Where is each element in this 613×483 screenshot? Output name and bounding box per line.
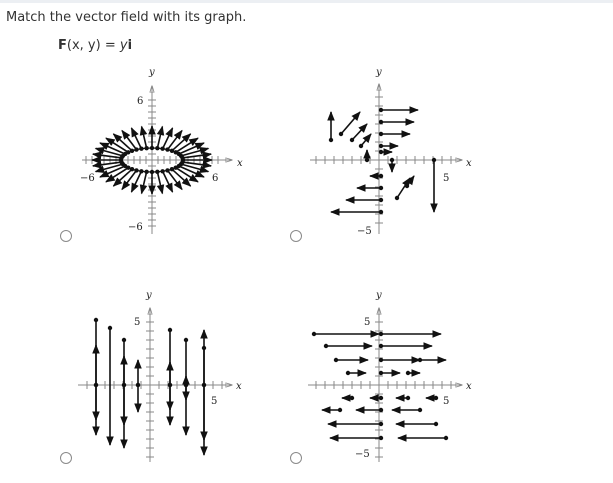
graph-c-vector-dot — [184, 383, 188, 387]
graph-b-vector-dot — [379, 132, 383, 136]
graph-c-axes — [78, 308, 232, 462]
graph-d-vector-dot — [379, 344, 383, 348]
graph-a-tick-left: −6 — [80, 173, 95, 184]
graph-b-y-label: y — [376, 67, 382, 78]
formula-i: i — [127, 38, 133, 53]
graph-b-tick-bottom: −5 — [357, 226, 372, 237]
graph-a-vector-dot — [160, 169, 164, 173]
graph-d-vector-dot — [406, 396, 410, 400]
formula-args: (x, y) — [66, 38, 101, 53]
graph-a-vector-dot — [134, 147, 138, 151]
graph-a-vector-dot — [150, 170, 154, 174]
graph-b-vector-dot — [432, 158, 436, 162]
graph-b-vector-dot — [405, 184, 409, 188]
graph-b-vector — [341, 112, 360, 134]
graph-c-vector-dot — [184, 338, 188, 342]
graph-c — [78, 290, 242, 462]
graph-b-vector-dot — [379, 186, 383, 190]
graph-c-vector-dot — [202, 383, 206, 387]
graph-d-vector-dot — [379, 371, 383, 375]
graph-c-vector-dot — [168, 383, 172, 387]
graph-a-vector-dot — [155, 146, 159, 150]
graph-a-vector-dot — [170, 149, 174, 153]
graph-d-tick-top: 5 — [364, 317, 371, 328]
graph-d-vector-dot — [434, 396, 438, 400]
graph-d-tick-bottom: −5 — [355, 449, 370, 460]
graph-d — [308, 290, 472, 462]
graph-a-vector-dot — [144, 170, 148, 174]
graph-b-vector-dot — [350, 138, 354, 142]
graph-d-vector-dot — [324, 344, 328, 348]
graph-a-vector-dot — [165, 168, 169, 172]
graph-d-vector-dot — [312, 332, 316, 336]
graph-d-vector-dot — [444, 436, 448, 440]
graph-c-tick-top: 5 — [134, 317, 141, 328]
graph-b-x-label: x — [466, 158, 472, 169]
option-d-radio[interactable] — [290, 452, 302, 464]
graph-b-tick-right: 5 — [443, 173, 450, 184]
graph-d-vector-dot — [350, 396, 354, 400]
graph-d-vector-dot — [379, 436, 383, 440]
graph-a-vector-dot — [130, 167, 134, 171]
graph-c-vector-dot — [94, 318, 98, 322]
graph-d-vector-dot — [379, 422, 383, 426]
graph-b-vector-dot — [379, 150, 383, 154]
graph-d-vector-dot — [379, 332, 383, 336]
graph-b — [310, 67, 472, 237]
graph-b-vector-dot — [395, 196, 399, 200]
graph-d-vector-dot — [406, 371, 410, 375]
graph-a-vector-dot — [134, 168, 138, 172]
graph-a-vector-dot — [150, 146, 154, 150]
graph-a-tick-bottom: −6 — [128, 222, 143, 233]
graph-b-vector-dot — [379, 144, 383, 148]
graph-a-vector — [142, 172, 147, 194]
graph-c-vector-dot — [122, 383, 126, 387]
graph-d-axes — [308, 308, 462, 462]
graph-c-vector-dot — [122, 338, 126, 342]
graph-b-vector — [361, 134, 371, 146]
graph-b-vector-dot — [339, 132, 343, 136]
graph-a-vector-dot — [174, 166, 178, 170]
graph-c-x-label: x — [236, 381, 242, 392]
graph-c-vector-dot — [136, 383, 140, 387]
graph-c-tick-right: 5 — [211, 396, 218, 407]
graph-a-vector-dot — [144, 146, 148, 150]
graph-b-vector-dot — [359, 144, 363, 148]
graph-a-vector — [157, 172, 162, 194]
graph-a-vector-dot — [139, 147, 143, 151]
graph-a-vector-dot — [160, 147, 164, 151]
option-b-radio[interactable] — [290, 230, 302, 242]
formula-eq: = — [100, 38, 120, 53]
graph-d-vector-dot — [346, 371, 350, 375]
graph-a-vector-dot — [155, 170, 159, 174]
formula-y: y — [119, 38, 128, 53]
graph-a-tick-top: 6 — [137, 96, 144, 107]
graph-a — [80, 67, 243, 234]
graph-c-vector-dot — [108, 326, 112, 330]
graph-d-vector-dot — [379, 358, 383, 362]
graph-c-y-label: y — [146, 290, 152, 301]
graph-b-vector-dot — [379, 174, 383, 178]
graph-b-vector-dot — [329, 138, 333, 142]
graph-a-vector — [142, 127, 147, 149]
graph-d-vector-dot — [338, 408, 342, 412]
graph-a-x-label: x — [237, 158, 243, 169]
graph-d-vector-dot — [379, 396, 383, 400]
graph-b-vector-dot — [379, 210, 383, 214]
graph-a-y-label: y — [149, 67, 155, 78]
graph-b-vector-dot — [390, 158, 394, 162]
graph-d-y-label: y — [376, 290, 382, 301]
option-a-radio[interactable] — [60, 230, 72, 242]
graph-d-vector-dot — [334, 358, 338, 362]
option-c-radio[interactable] — [60, 452, 72, 464]
graph-b-vector-dot — [379, 120, 383, 124]
graph-a-vector-dot — [126, 150, 130, 154]
graph-b-vector-dot — [379, 108, 383, 112]
graph-b-vector-dot — [379, 198, 383, 202]
graph-d-vector-dot — [418, 408, 422, 412]
graph-d-vector-dot — [434, 422, 438, 426]
graph-a-vector-dot — [139, 169, 143, 173]
graph-a-vector-dot — [170, 167, 174, 171]
graph-b-vector — [352, 124, 367, 140]
graph-c-vector-dot — [168, 328, 172, 332]
graph-a-vector — [157, 127, 162, 149]
graph-b-vector-dot — [365, 158, 369, 162]
graph-a-tick-right: 6 — [212, 173, 219, 184]
graph-a-vector-dot — [180, 156, 184, 160]
graph-c-vector-dot — [94, 383, 98, 387]
graph-a-vector-dot — [130, 149, 134, 153]
graph-d-vectors — [312, 332, 448, 440]
graph-a-vector-dot — [165, 147, 169, 151]
graph-b-vector — [397, 178, 410, 198]
graph-d-tick-right: 5 — [443, 396, 450, 407]
graph-d-vector-dot — [379, 408, 383, 412]
question-instruction: Match the vector field with its graph. — [6, 10, 247, 25]
graph-d-vector-dot — [418, 358, 422, 362]
formula-f: F — [58, 38, 67, 53]
graph-d-x-label: x — [466, 381, 472, 392]
